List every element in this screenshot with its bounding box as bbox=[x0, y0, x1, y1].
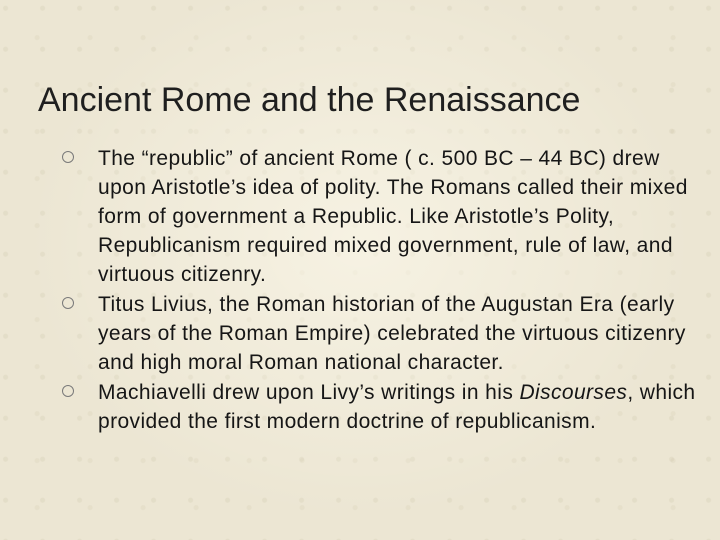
bullet-text: The “republic” of ancient Rome ( c. 500 BC – 44 BC) drew upon Aristotle’s idea of polity. The Romans called their mixed form of government a Republic. Like Aristotle’s Polity, Republicanism required mixed government, rule of law, and virtuous citizenry. bbox=[98, 147, 688, 286]
bullet-circle-icon bbox=[62, 385, 74, 397]
bullet-text: Titus Livius, the Roman historian of the Augustan Era (early years of the Roman Empire) celebrated the virtuous citizenry and high moral Roman national character. bbox=[98, 293, 686, 374]
bullet-circle-icon bbox=[62, 297, 74, 309]
slide-title: Ancient Rome and the Renaissance bbox=[38, 81, 581, 119]
bullet-circle-icon bbox=[62, 151, 74, 163]
bullet-text-part: Machiavelli drew upon Livy’s writings in his bbox=[98, 381, 520, 404]
bullet-item bbox=[56, 378, 696, 436]
bullet-list bbox=[56, 144, 696, 436]
bullet-item bbox=[56, 144, 696, 289]
book-title-emphasis: Discourses bbox=[519, 381, 628, 404]
bullet-item bbox=[56, 290, 696, 377]
bullet-text bbox=[98, 378, 696, 436]
bullet-text-part: , which provided the first modern doctrine of republicanism. bbox=[98, 381, 696, 433]
